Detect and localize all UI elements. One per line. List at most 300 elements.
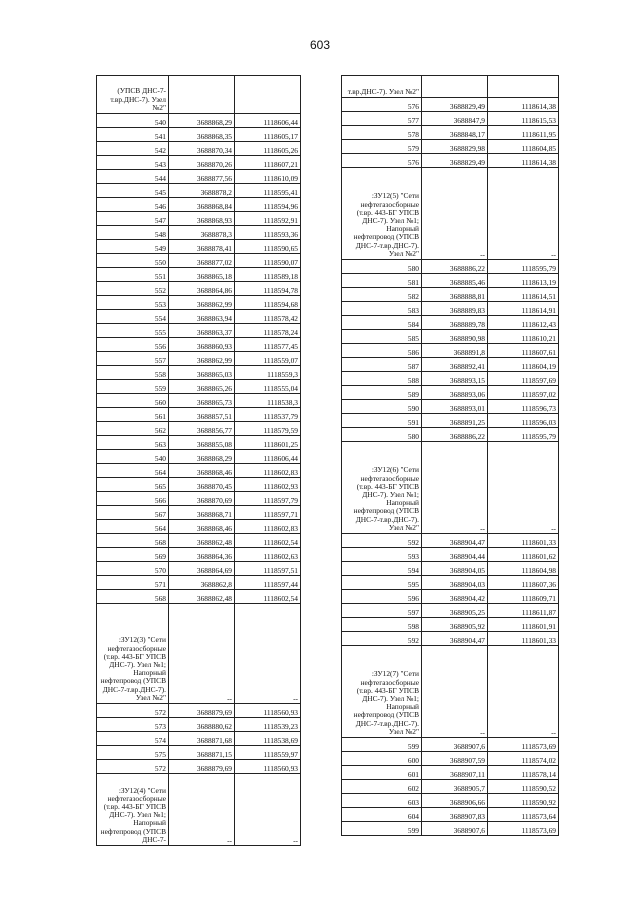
table-row [342,604,559,618]
y-coordinate-cell: 1118597,51 [235,562,301,576]
x-coordinate-cell: 3688888,81 [422,288,488,302]
table-row [97,562,301,576]
x-coordinate-cell: 3688879,69 [169,704,235,718]
y-coordinate-cell: -- [235,774,301,846]
y-coordinate-cell: 1118605,17 [235,128,301,142]
y-coordinate-cell: 1118560,93 [235,704,301,718]
point-label-cell: 565 [97,478,169,492]
y-coordinate-cell: 1118594,68 [235,296,301,310]
x-coordinate-cell: 3688864,69 [169,562,235,576]
x-coordinate-cell: 3688907,83 [422,808,488,822]
point-label-cell: 599 [342,738,422,752]
y-coordinate-cell: 1118578,24 [235,324,301,338]
x-coordinate-cell: 3688889,78 [422,316,488,330]
y-coordinate-cell: 1118614,38 [488,154,559,168]
table-row [97,324,301,338]
y-coordinate-cell: 1118610,21 [488,330,559,344]
y-coordinate-cell: 1118537,79 [235,408,301,422]
table-row [342,76,559,98]
table-row [97,464,301,478]
y-coordinate-cell: 1118555,04 [235,380,301,394]
x-coordinate-cell: -- [422,168,488,260]
x-coordinate-cell: 3688862,99 [169,352,235,366]
point-label-cell: 563 [97,436,169,450]
y-coordinate-cell: 1118590,92 [488,794,559,808]
point-label-cell: :ЗУ12(5) "Сети нефтегазосборные (т.вр. 443-БГ УПСВ ДНС-7). Узел №1; Напорный нефтепровод (УПСВ ДНС-7-т.вр.ДНС-7). Узел №2" [342,168,422,260]
x-coordinate-cell: 3688857,51 [169,408,235,422]
point-label-cell: 566 [97,492,169,506]
table-row [342,632,559,646]
table-row [97,478,301,492]
point-label-cell: 552 [97,282,169,296]
coordinates-table-right [341,75,559,836]
y-coordinate-cell: 1118539,23 [235,718,301,732]
point-label-cell: 541 [97,128,169,142]
point-label-cell: 596 [342,590,422,604]
table-row [342,386,559,400]
x-coordinate-cell: 3688907,11 [422,766,488,780]
y-coordinate-cell: 1118559,07 [235,352,301,366]
x-coordinate-cell: 3688870,69 [169,492,235,506]
y-coordinate-cell: 1118614,91 [488,302,559,316]
y-coordinate-cell: 1118578,42 [235,310,301,324]
x-coordinate-cell: 3688871,68 [169,732,235,746]
x-coordinate-cell: 3688870,26 [169,156,235,170]
y-coordinate-cell: 1118602,83 [235,520,301,534]
y-coordinate-cell: 1118611,95 [488,126,559,140]
point-label-cell: 593 [342,548,422,562]
point-label-cell: 586 [342,344,422,358]
x-coordinate-cell: 3688877,56 [169,170,235,184]
table-row [342,126,559,140]
table-row [97,226,301,240]
point-label-cell: 590 [342,400,422,414]
y-coordinate-cell: 1118607,36 [488,576,559,590]
point-label-cell: 572 [97,704,169,718]
point-label-cell: 547 [97,212,169,226]
y-coordinate-cell: 1118590,52 [488,780,559,794]
y-coordinate-cell: 1118601,33 [488,632,559,646]
y-coordinate-cell: 1118578,14 [488,766,559,780]
x-coordinate-cell: 3688865,26 [169,380,235,394]
point-label-cell: 551 [97,268,169,282]
y-coordinate-cell: 1118597,79 [235,492,301,506]
point-label-cell: 564 [97,464,169,478]
y-coordinate-cell: 1118613,19 [488,274,559,288]
x-coordinate-cell: 3688907,6 [422,738,488,752]
table-row [97,170,301,184]
point-label-cell: 553 [97,296,169,310]
table-row [342,168,559,260]
table-row [97,506,301,520]
y-coordinate-cell: 1118611,87 [488,604,559,618]
coordinates-table-left [96,75,301,846]
x-coordinate-cell: 3688885,46 [422,274,488,288]
y-coordinate-cell: 1118595,41 [235,184,301,198]
y-coordinate-cell: 1118573,69 [488,822,559,836]
table-row [97,732,301,746]
y-coordinate-cell: 1118577,45 [235,338,301,352]
point-label-cell: :ЗУ12(3) "Сети нефтегазосборные (т.вр. 443-БГ УПСВ ДНС-7). Узел №1; Напорный нефтепровод (УПСВ ДНС-7-т.вр.ДНС-7). Узел №2" [97,604,169,704]
table-row [97,492,301,506]
y-coordinate-cell: 1118615,53 [488,112,559,126]
x-coordinate-cell: 3688891,8 [422,344,488,358]
point-label-cell: 579 [342,140,422,154]
point-label-cell: 544 [97,170,169,184]
point-label-cell: 568 [97,590,169,604]
table-row [97,576,301,590]
point-label-cell: 597 [342,604,422,618]
x-coordinate-cell: 3688905,25 [422,604,488,618]
table-row [97,338,301,352]
y-coordinate-cell: 1118606,44 [235,450,301,464]
table-row [97,366,301,380]
point-label-cell: 555 [97,324,169,338]
table-row [342,752,559,766]
table-row [97,76,301,114]
y-coordinate-cell: 1118607,61 [488,344,559,358]
table-row [342,794,559,808]
table-row [342,330,559,344]
point-label-cell: 572 [97,760,169,774]
point-label-cell: 577 [342,112,422,126]
point-label-cell: 543 [97,156,169,170]
x-coordinate-cell: 3688862,48 [169,534,235,548]
point-label-cell: 576 [342,98,422,112]
point-label-cell: 604 [342,808,422,822]
point-label-cell: 580 [342,428,422,442]
point-label-cell: 571 [97,576,169,590]
point-label-cell: 567 [97,506,169,520]
y-coordinate-cell: 1118597,44 [235,576,301,590]
table-row [342,548,559,562]
table-row [342,808,559,822]
table-row [97,534,301,548]
x-coordinate-cell: 3688907,6 [422,822,488,836]
x-coordinate-cell: 3688893,06 [422,386,488,400]
y-coordinate-cell: 1118595,79 [488,260,559,274]
y-coordinate-cell: 1118590,65 [235,240,301,254]
point-label-cell: 594 [342,562,422,576]
y-coordinate-cell: 1118596,03 [488,414,559,428]
y-coordinate-cell: 1118606,44 [235,114,301,128]
point-label-cell: 568 [97,534,169,548]
table-row [97,198,301,212]
table-row [342,822,559,836]
table-row [342,534,559,548]
y-coordinate-cell: 1118601,33 [488,534,559,548]
x-coordinate-cell: 3688862,8 [169,576,235,590]
point-label-cell: 561 [97,408,169,422]
y-coordinate-cell: 1118609,71 [488,590,559,604]
point-label-cell: 576 [342,154,422,168]
table-row [97,760,301,774]
y-coordinate-cell: 1118597,69 [488,372,559,386]
table-row [97,422,301,436]
y-coordinate-cell: -- [235,604,301,704]
x-coordinate-cell: 3688893,15 [422,372,488,386]
y-coordinate-cell: 1118595,79 [488,428,559,442]
y-coordinate-cell: -- [488,646,559,738]
table-row [97,774,301,846]
y-coordinate-cell: 1118612,43 [488,316,559,330]
y-coordinate-cell: -- [488,442,559,534]
x-coordinate-cell: 3688878,3 [169,226,235,240]
table-row [342,358,559,372]
point-label-cell: :ЗУ12(4) "Сети нефтегазосборные (т.вр. 443-БГ УПСВ ДНС-7). Узел №1; Напорный нефтепровод (УПСВ ДНС-7- [97,774,169,846]
table-row [342,288,559,302]
point-label-cell: 585 [342,330,422,344]
x-coordinate-cell: 3688868,29 [169,114,235,128]
y-coordinate-cell [235,76,301,114]
x-coordinate-cell: 3688856,77 [169,422,235,436]
x-coordinate-cell: 3688879,69 [169,760,235,774]
y-coordinate-cell: 1118601,25 [235,436,301,450]
x-coordinate-cell: 3688868,29 [169,450,235,464]
point-label-cell: 554 [97,310,169,324]
table-row [97,114,301,128]
x-coordinate-cell: 3688880,62 [169,718,235,732]
point-label-cell: 578 [342,126,422,140]
x-coordinate-cell: 3688907,59 [422,752,488,766]
x-coordinate-cell: 3688868,46 [169,520,235,534]
x-coordinate-cell: -- [169,604,235,704]
x-coordinate-cell: 3688847,9 [422,112,488,126]
table-row [97,240,301,254]
point-label-cell: 587 [342,358,422,372]
y-coordinate-cell: 1118601,62 [488,548,559,562]
point-label-cell: 570 [97,562,169,576]
y-coordinate-cell: 1118604,98 [488,562,559,576]
x-coordinate-cell: 3688904,47 [422,632,488,646]
table-row [97,604,301,704]
table-row [97,590,301,604]
table-row [342,646,559,738]
point-label-cell: 548 [97,226,169,240]
y-coordinate-cell: 1118538,3 [235,394,301,408]
y-coordinate-cell: 1118602,63 [235,548,301,562]
x-coordinate-cell: 3688893,01 [422,400,488,414]
point-label-cell: 557 [97,352,169,366]
y-coordinate-cell: 1118597,71 [235,506,301,520]
point-label-cell: 599 [342,822,422,836]
x-coordinate-cell: 3688892,41 [422,358,488,372]
point-label-cell: 595 [342,576,422,590]
x-coordinate-cell: 3688829,49 [422,154,488,168]
table-row [342,400,559,414]
page-number: 603 [309,38,331,52]
y-coordinate-cell: 1118605,26 [235,142,301,156]
x-coordinate-cell: 3688868,71 [169,506,235,520]
x-coordinate-cell: 3688871,15 [169,746,235,760]
y-coordinate-cell: 1118559,97 [235,746,301,760]
x-coordinate-cell: 3688904,47 [422,534,488,548]
point-label-cell: 588 [342,372,422,386]
x-coordinate-cell: -- [422,442,488,534]
x-coordinate-cell: 3688862,99 [169,296,235,310]
y-coordinate-cell: 1118602,83 [235,464,301,478]
x-coordinate-cell: 3688905,7 [422,780,488,794]
table-row [97,184,301,198]
point-label-cell: т.вр.ДНС-7). Узел №2" [342,76,422,98]
y-coordinate-cell: 1118597,02 [488,386,559,400]
point-label-cell: 549 [97,240,169,254]
point-label-cell: 564 [97,520,169,534]
point-label-cell: 584 [342,316,422,330]
table-row [97,310,301,324]
point-label-cell: 569 [97,548,169,562]
table-row [97,352,301,366]
table-row [342,112,559,126]
x-coordinate-cell: 3688855,08 [169,436,235,450]
table-row [97,520,301,534]
point-label-cell: 582 [342,288,422,302]
point-label-cell: 560 [97,394,169,408]
point-label-cell: 583 [342,302,422,316]
table-row [97,436,301,450]
x-coordinate-cell: 3688868,35 [169,128,235,142]
x-coordinate-cell: 3688890,98 [422,330,488,344]
x-coordinate-cell: 3688864,36 [169,548,235,562]
table-row [342,260,559,274]
y-coordinate-cell: 1118573,69 [488,738,559,752]
y-coordinate-cell: 1118574,02 [488,752,559,766]
table-row [97,450,301,464]
table-row [342,302,559,316]
point-label-cell: 581 [342,274,422,288]
x-coordinate-cell [169,76,235,114]
table-row [342,562,559,576]
table-row [97,718,301,732]
table-row [342,590,559,604]
table-row [97,142,301,156]
x-coordinate-cell: 3688870,34 [169,142,235,156]
table-row [97,212,301,226]
table-row [342,372,559,386]
point-label-cell: 598 [342,618,422,632]
table-row [342,274,559,288]
table-row [97,268,301,282]
y-coordinate-cell: 1118607,21 [235,156,301,170]
x-coordinate-cell: 3688868,93 [169,212,235,226]
x-coordinate-cell: 3688868,46 [169,464,235,478]
point-label-cell: 580 [342,260,422,274]
point-label-cell: (УПСВ ДНС-7-т.вр.ДНС-7). Узел №2" [97,76,169,114]
y-coordinate-cell: 1118614,51 [488,288,559,302]
y-coordinate-cell: 1118573,64 [488,808,559,822]
y-coordinate-cell: 1118559,3 [235,366,301,380]
x-coordinate-cell: 3688865,03 [169,366,235,380]
point-label-cell: 550 [97,254,169,268]
x-coordinate-cell: 3688862,48 [169,590,235,604]
point-label-cell: 600 [342,752,422,766]
y-coordinate-cell: 1118602,54 [235,534,301,548]
point-label-cell: :ЗУ12(6) "Сети нефтегазосборные (т.вр. 443-БГ УПСВ ДНС-7). Узел №1; Напорный нефтепровод (УПСВ ДНС-7-т.вр.ДНС-7). Узел №2" [342,442,422,534]
point-label-cell: 540 [97,450,169,464]
x-coordinate-cell: 3688870,45 [169,478,235,492]
y-coordinate-cell: 1118579,59 [235,422,301,436]
point-label-cell: 540 [97,114,169,128]
table-row [342,766,559,780]
table-row [342,154,559,168]
x-coordinate-cell: 3688886,22 [422,260,488,274]
table-row [97,746,301,760]
x-coordinate-cell: 3688886,22 [422,428,488,442]
table-row [342,414,559,428]
table-row [97,380,301,394]
x-coordinate-cell: 3688865,18 [169,268,235,282]
x-coordinate-cell [422,76,488,98]
x-coordinate-cell: 3688878,2 [169,184,235,198]
y-coordinate-cell: 1118560,93 [235,760,301,774]
point-label-cell: 575 [97,746,169,760]
point-label-cell: 546 [97,198,169,212]
x-coordinate-cell: 3688904,05 [422,562,488,576]
point-label-cell: 591 [342,414,422,428]
table-row [342,428,559,442]
point-label-cell: 589 [342,386,422,400]
y-coordinate-cell: 1118592,91 [235,212,301,226]
y-coordinate-cell: 1118593,36 [235,226,301,240]
y-coordinate-cell: 1118594,78 [235,282,301,296]
x-coordinate-cell: 3688829,49 [422,98,488,112]
x-coordinate-cell: 3688865,73 [169,394,235,408]
y-coordinate-cell: -- [488,168,559,260]
x-coordinate-cell: 3688906,66 [422,794,488,808]
table-row [97,128,301,142]
table-row [342,98,559,112]
table-row [342,140,559,154]
table-row [97,254,301,268]
point-label-cell: 542 [97,142,169,156]
table-row [342,344,559,358]
y-coordinate-cell: 1118589,18 [235,268,301,282]
point-label-cell: 545 [97,184,169,198]
table-row [97,408,301,422]
table-row [342,576,559,590]
point-label-cell: 602 [342,780,422,794]
point-label-cell: :ЗУ12(7) "Сети нефтегазосборные (т.вр. 443-БГ УПСВ ДНС-7). Узел №1; Напорный нефтепровод (УПСВ ДНС-7-т.вр.ДНС-7). Узел №2" [342,646,422,738]
table-row [97,156,301,170]
table-row [342,316,559,330]
x-coordinate-cell: 3688904,42 [422,590,488,604]
table-row [97,296,301,310]
y-coordinate-cell: 1118590,07 [235,254,301,268]
x-coordinate-cell: -- [422,646,488,738]
point-label-cell: 592 [342,632,422,646]
y-coordinate-cell: 1118601,91 [488,618,559,632]
x-coordinate-cell: 3688889,83 [422,302,488,316]
point-label-cell: 562 [97,422,169,436]
x-coordinate-cell: 3688891,25 [422,414,488,428]
x-coordinate-cell: 3688904,03 [422,576,488,590]
x-coordinate-cell: 3688904,44 [422,548,488,562]
y-coordinate-cell: 1118604,19 [488,358,559,372]
table-row [97,394,301,408]
x-coordinate-cell: 3688878,41 [169,240,235,254]
x-coordinate-cell: 3688905,92 [422,618,488,632]
x-coordinate-cell: 3688848,17 [422,126,488,140]
y-coordinate-cell: 1118614,38 [488,98,559,112]
table-row [342,780,559,794]
point-label-cell: 574 [97,732,169,746]
y-coordinate-cell: 1118538,69 [235,732,301,746]
x-coordinate-cell: 3688829,98 [422,140,488,154]
point-label-cell: 558 [97,366,169,380]
point-label-cell: 592 [342,534,422,548]
y-coordinate-cell [488,76,559,98]
x-coordinate-cell: 3688868,84 [169,198,235,212]
